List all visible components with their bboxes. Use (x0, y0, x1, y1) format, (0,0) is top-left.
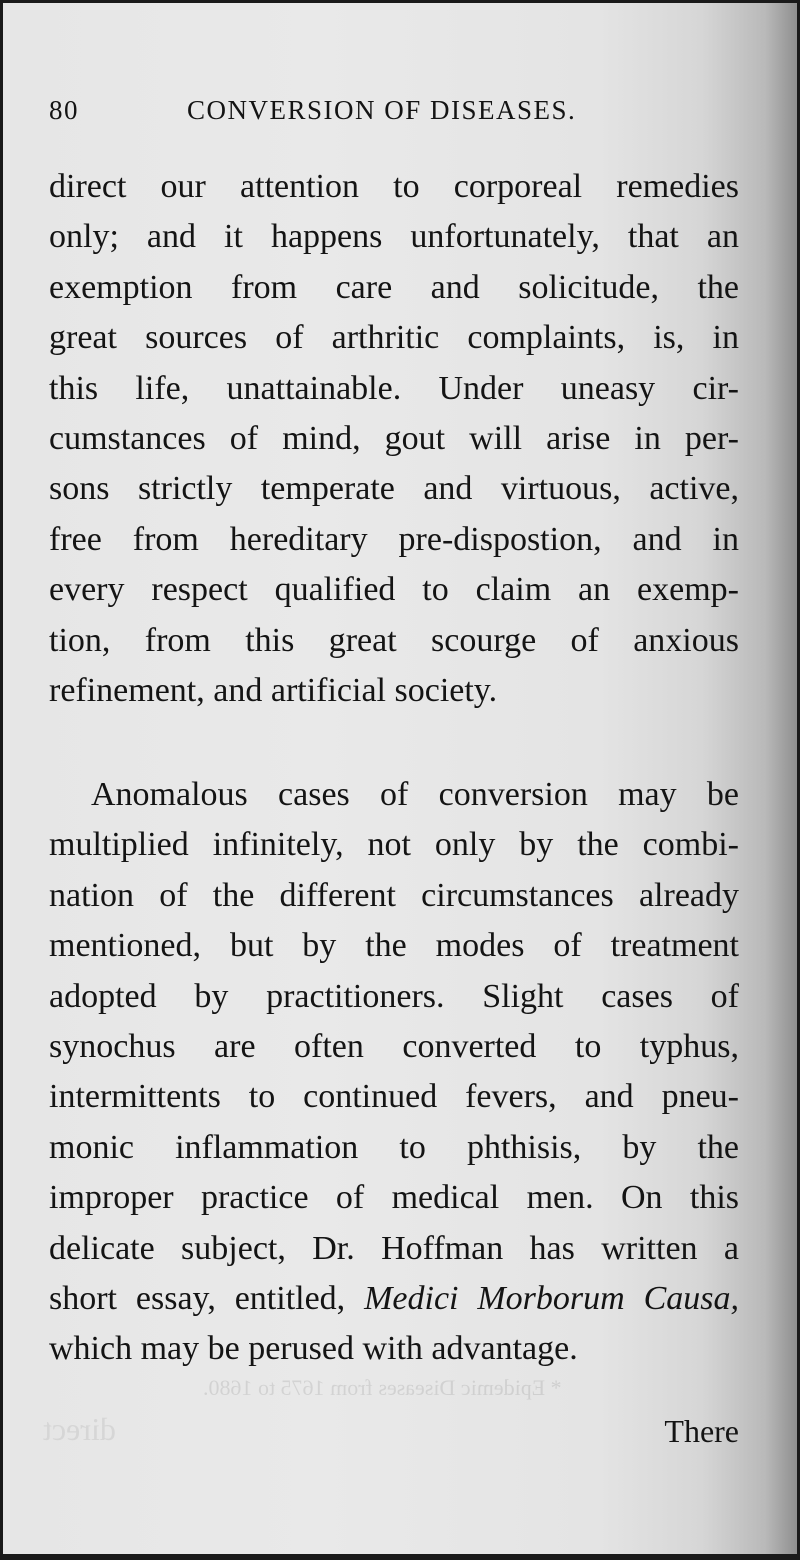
bleed-through-word: direct (43, 1411, 116, 1447)
text-line: cumstances of mind, gout will arise in per- (49, 419, 739, 457)
running-head (49, 95, 739, 135)
running-title: CONVERSION OF DISEASES. (187, 95, 577, 125)
paragraph-1 (49, 162, 739, 716)
text-line: nation of the different circumstances already (49, 876, 739, 914)
text-line: free from hereditary pre-dispostion, and in (49, 520, 739, 558)
italic-title: Medici Morborum Causa, (364, 1279, 739, 1317)
text-line: refinement, and artificial society. (49, 671, 498, 709)
bleed-through-footnote: * Epidemic Diseases from 1675 to 1680. (203, 1375, 562, 1400)
catchword: There (664, 1413, 739, 1449)
text-line: mentioned, but by the modes of treatment (49, 927, 739, 965)
text-line: sons strictly temperate and virtuous, active, (49, 470, 739, 508)
text-line: improper practice of medical men. On this (49, 1179, 739, 1217)
text-line: which may be perused with advantage. (49, 1330, 578, 1368)
text-line: synochus are often converted to typhus, (49, 1027, 739, 1065)
paragraph-2 (49, 770, 739, 1375)
text-line: multiplied infinitely, not only by the combi- (49, 826, 739, 864)
text-line: adopted by practitioners. Slight cases of (49, 977, 739, 1015)
text-run: short essay, entitled, (49, 1279, 365, 1317)
book-page (3, 3, 797, 1554)
text-line: monic inflammation to phthisis, by the (49, 1128, 739, 1166)
text-line: great sources of arthritic complaints, is, in (49, 319, 739, 357)
text-line: intermittents to continued fevers, and pneu- (49, 1078, 739, 1116)
text-line: Anomalous cases of conversion may be (91, 776, 739, 813)
text-line: this life, unattainable. Under uneasy cir- (49, 369, 739, 407)
text-line: every respect qualified to claim an exemp- (49, 571, 739, 609)
text-line: direct our attention to corporeal remedies (49, 168, 739, 205)
page-number: 80 (49, 95, 79, 125)
text-line: delicate subject, Dr. Hoffman has written a (49, 1229, 739, 1267)
text-line: exemption from care and solicitude, the (49, 268, 739, 306)
text-line-with-italic (49, 1274, 739, 1324)
text-line: only; and it happens unfortunately, that an (49, 218, 739, 256)
text-line: tion, from this great scourge of anxious (49, 621, 739, 659)
